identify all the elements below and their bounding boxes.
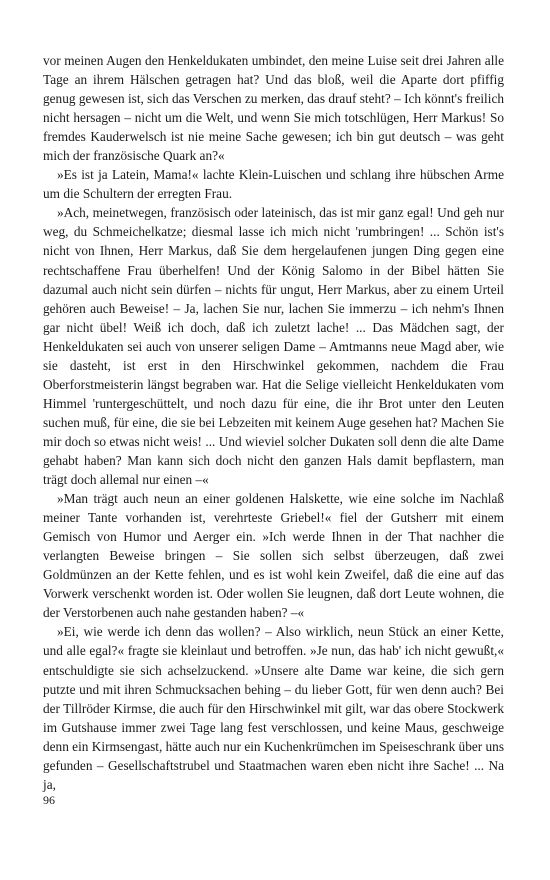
paragraph: »Es ist ja Latein, Mama!« lachte Klein-Luischen und schlang ihre hübschen Arme um die Schultern der erregten Frau. — [43, 167, 504, 202]
page-number: 96 — [43, 793, 55, 807]
paragraph: »Ei, wie werde ich denn das wollen? – Also wirklich, neun Stück an einer Kette, und alle egal?« fragte sie kleinlaut und betroffen. »Je nun, das hab' ich nicht gewußt,« entschuldigte sie sich achselzuckend. »Unsere alte Dame war keine, die sich gern putzte und mit ihren Schmucksachen behing – du lieber Gott, für wen denn auch? Bei der Tillröder Kirmse, die auch für den Hirschwinkel mit gilt, war das obere Stockwerk im Gutshause immer zwei Tage lang fest verschlossen, und keine Maus, geschweige denn ein Kirmsengast, hätte auch nur ein Kuchenkrümchen im Speiseschrank über uns gefunden – Gesellschaftstrubel und Staatmachen waren eben nicht ihre Sache! ... Na ja, — [43, 624, 504, 792]
paragraph-continued: vor meinen Augen den Henkeldukaten umbindet, den meine Luise seit drei Jahren alle Tage an ihrem Hälschen getragen hat? Und das bloß, weil die Aparte dort pfiffig genug gewesen ist, sich das Verschen zu merken, das drauf steht? – Ich könnt's freilich nicht hersagen – nicht um die Welt, und wenn Sie mich totschlügen, Herr Markus! So fremdes Kauderwelsch ist nie meine Sache gewesen; ich bin gut deutsch – was geht mich der französische Quark an?« — [43, 53, 504, 164]
body-text — [43, 51, 504, 794]
paragraph: »Man trägt auch neun an einer goldenen Halskette, wie eine solche im Nachlaß meiner Tante vorhanden ist, verehrteste Griebel!« fiel der Gutsherr mit einem Gemisch von Humor und Aerger ein. »Ich werde Ihnen in der That nachher die verlangten Beweise bringen – Sie sollen sich selbst überzeugen, daß zwei Goldmünzen an der Kette fehlen, und es ist wohl kein Zweifel, daß die eine auf das Vorwerk verschenkt worden ist. Oder wollen Sie leugnen, daß dort Leute wohnen, die der Verstorbenen auch nahe gestanden haben? –« — [43, 491, 504, 621]
paragraph: »Ach, meinetwegen, französisch oder lateinisch, das ist mir ganz egal! Und geh nur weg, du Schmeichelkatze; diesmal lasse ich mich nicht 'rumbringen! ... Schön ist's nicht von Ihnen, Herr Markus, daß Sie dem hergelaufenen jungen Ding gegen eine rechtschaffene Frau überhelfen! Und der König Salomo in der Bibel hätten Sie dazumal auch nicht sein dürfen – nichts für ungut, Herr Markus, aber zu einem Urteil gehören auch Beweise! – Ja, lachen Sie nur, lachen Sie immerzu – ich nehm's Ihnen gar nicht übel! Weiß ich doch, daß ich zuletzt lache! ... Das Mädchen sagt, der Henkeldukaten sei auch von unserer seligen Dame – Amtmanns neue Magd aber, wie sie dasteht, ist erst in den Hirschwinkel gekommen, nachdem die Frau Oberforstmeisterin längst begraben war. Hat die Selige vielleicht Henkeldukaten vom Himmel 'runtergeschüttelt, und noch dazu für eine, die ihr Brot unter den Leuten suchen muß, für eine, die sie bei Lebzeiten mit keinem Auge gesehen hat? Machen Sie mir doch so etwas nicht weis! ... Und wieviel solcher Dukaten soll denn die alte Dame gehabt haben? Man kann sich doch nicht den ganzen Hals damit bepflastern, man trägt doch allemal nur einen –« — [43, 205, 504, 488]
